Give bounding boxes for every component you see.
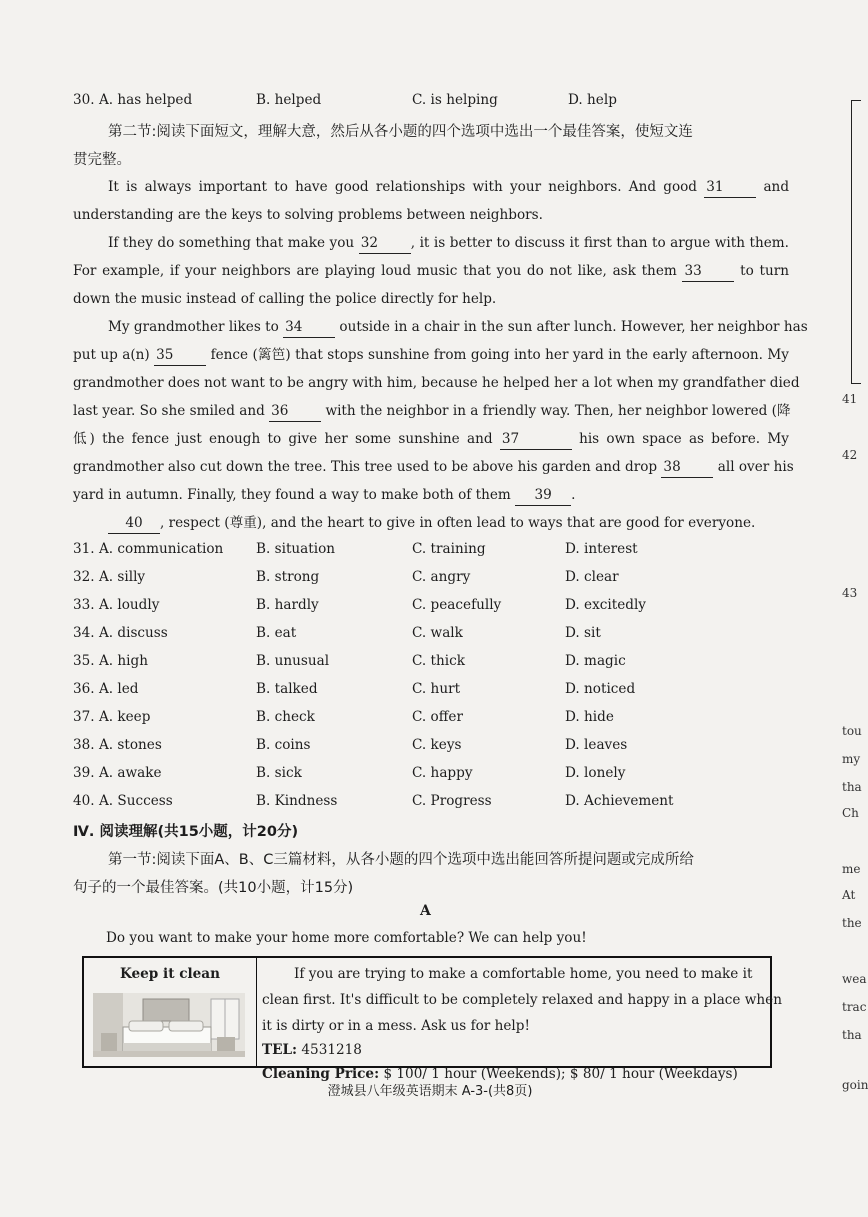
option-40-b: B. Kindness [256, 793, 338, 809]
passage-line: understanding are the keys to solving problems between neighbors. [73, 207, 543, 223]
passage-line: grandmother also cut down the tree. This tree used to be above his garden and drop 38 all over his [73, 457, 789, 478]
option-36-d: D. noticed [565, 681, 636, 697]
blank-36: 36 [269, 401, 321, 422]
option-36-a: 36. A. led [73, 681, 139, 697]
option-31-b: B. situation [256, 541, 336, 557]
edge-text-fragment: goin [842, 1078, 868, 1092]
passage-line: It is always important to have good relationships with your neighbors. And good 31 and [108, 177, 789, 198]
option-34-c: C. walk [412, 625, 463, 641]
part4-instruction: 第一节:阅读下面A、B、C三篇材料，从各小题的四个选项中选出能回答所提问题或完成所给 [108, 852, 694, 868]
option-35-a: 35. A. high [73, 653, 148, 669]
blank-31: 31 [704, 177, 756, 198]
ad-left-panel [84, 958, 257, 1066]
option-33-b: B. hardly [256, 597, 319, 613]
tel-number: 4531218 [301, 1042, 362, 1058]
edge-text-fragment: wea [842, 972, 867, 986]
passage-line: 低) the fence just enough to give her some sunshine and 37 his own space as before. My [73, 429, 789, 450]
passage-a-label: A [420, 903, 431, 919]
option-35-b: B. unusual [256, 653, 330, 669]
option-32-a: 32. A. silly [73, 569, 146, 585]
edge-number-41: 41 [842, 392, 858, 406]
option-39-c: C. happy [412, 765, 473, 781]
ad-body-line: it is dirty or in a mess. Ask us for help! [262, 1018, 530, 1034]
passage-line: If they do something that make you 32 , it is better to discuss it first than to argue with them. [108, 233, 789, 254]
option-37-a: 37. A. keep [73, 709, 151, 725]
option-31-c: C. training [412, 541, 486, 557]
option-35-c: C. thick [412, 653, 465, 669]
option-33-d: D. excitedly [565, 597, 646, 613]
ad-tel-line [262, 1042, 362, 1058]
option-38-d: D. leaves [565, 737, 628, 753]
passage-line: My grandmother likes to 34 outside in a chair in the sun after lunch. However, her neighbor has [108, 317, 789, 338]
blank-34: 34 [283, 317, 335, 338]
option-37-b: B. check [256, 709, 315, 725]
blank-35: 35 [154, 345, 206, 366]
option-37-c: C. offer [412, 709, 463, 725]
price-weekends: $ 100/ 1 hour (Weekends); [383, 1066, 566, 1082]
price-label: Cleaning Price: [262, 1066, 380, 1082]
passage-line: down the music instead of calling the police directly for help. [73, 291, 497, 307]
blank-38: 38 [661, 457, 713, 478]
option-39-d: D. lonely [565, 765, 626, 781]
option-32-c: C. angry [412, 569, 471, 585]
page-footer: 澄城县八年级英语期末 A-3-(共8页) [327, 1084, 533, 1099]
option-38-a: 38. A. stones [73, 737, 162, 753]
passage-line: For example, if your neighbors are playing loud music that you do not like, ask them 33 to turn [73, 261, 789, 282]
next-page-frame-fragment [851, 100, 861, 384]
option-31-d: D. interest [565, 541, 638, 557]
blank-39: 39 [515, 485, 571, 506]
passage-line: last year. So she smiled and 36 with the neighbor in a friendly way. Then, her neighbor lowered (降 [73, 401, 789, 422]
edge-number-43: 43 [842, 586, 858, 600]
option-34-b: B. eat [256, 625, 297, 641]
option-39-a: 39. A. awake [73, 765, 162, 781]
blank-33: 33 [682, 261, 734, 282]
option-40-a: 40. A. Success [73, 793, 173, 809]
option-40-d: D. Achievement [565, 793, 674, 809]
option-37-d: D. hide [565, 709, 614, 725]
edge-text-fragment: At [842, 888, 856, 902]
option-39-b: B. sick [256, 765, 302, 781]
part4-instruction-cont: 句子的一个最佳答案。(共10小题，计15分) [73, 880, 354, 896]
passage-a-intro: Do you want to make your home more comfortable? We can help you! [106, 930, 587, 946]
bedroom-photo [93, 993, 245, 1057]
option-38-c: C. keys [412, 737, 462, 753]
passage-line: yard in autumn. Finally, they found a way to make both of them 39 . [73, 485, 789, 506]
q30-option-c: C. is helping [412, 92, 498, 108]
passage-line: 40 , respect (尊重), and the heart to give in often lead to ways that are good for everyone. [108, 513, 789, 534]
option-34-d: D. sit [565, 625, 601, 641]
option-36-c: C. hurt [412, 681, 461, 697]
edge-text-fragment: tou [842, 724, 862, 738]
blank-40: 40 [108, 513, 160, 534]
q30-option-a: 30. A. has helped [73, 92, 193, 108]
edge-text-fragment: tha [842, 780, 862, 794]
cleaning-ad [82, 956, 782, 1082]
edge-text-fragment: Ch [842, 806, 859, 820]
option-33-c: C. peacefully [412, 597, 502, 613]
edge-text-fragment: tha [842, 1028, 862, 1042]
section2-instruction-cont: 贯完整。 [73, 152, 131, 168]
edge-text-fragment: the [842, 916, 862, 930]
q30-option-b: B. helped [256, 92, 322, 108]
section2-instruction: 第二节:阅读下面短文，理解大意，然后从各小题的四个选项中选出一个最佳答案，使短文连 [108, 124, 693, 140]
option-32-d: D. clear [565, 569, 619, 585]
edge-text-fragment: me [842, 862, 861, 876]
option-35-d: D. magic [565, 653, 626, 669]
edge-text-fragment: my [842, 752, 861, 766]
edge-number-42: 42 [842, 448, 858, 462]
blank-37: 37 [500, 429, 572, 450]
price-weekdays: $ 80/ 1 hour (Weekdays) [569, 1066, 738, 1082]
passage-line: put up a(n) 35 fence (篱笆) that stops sunshine from going into her yard in the early afternoon. My [73, 345, 789, 366]
q30-option-d: D. help [568, 92, 617, 108]
option-32-b: B. strong [256, 569, 320, 585]
option-36-b: B. talked [256, 681, 318, 697]
edge-text-fragment: trac [842, 1000, 867, 1014]
ad-body-line: clean first. It's difficult to be completely relaxed and happy in a place when [262, 992, 782, 1008]
ad-title: Keep it clean [119, 966, 220, 982]
blank-32: 32 [359, 233, 411, 254]
tel-label: TEL: [262, 1042, 298, 1058]
option-40-c: C. Progress [412, 793, 492, 809]
ad-body-line: If you are trying to make a comfortable home, you need to make it [294, 966, 753, 982]
option-31-a: 31. A. communication [73, 541, 224, 557]
part4-title: Ⅳ. 阅读理解(共15小题，计20分) [73, 824, 299, 840]
option-38-b: B. coins [256, 737, 311, 753]
option-33-a: 33. A. loudly [73, 597, 160, 613]
option-34-a: 34. A. discuss [73, 625, 168, 641]
passage-line: grandmother does not want to be angry with him, because he helped her a lot when my grandfather died [73, 375, 800, 391]
